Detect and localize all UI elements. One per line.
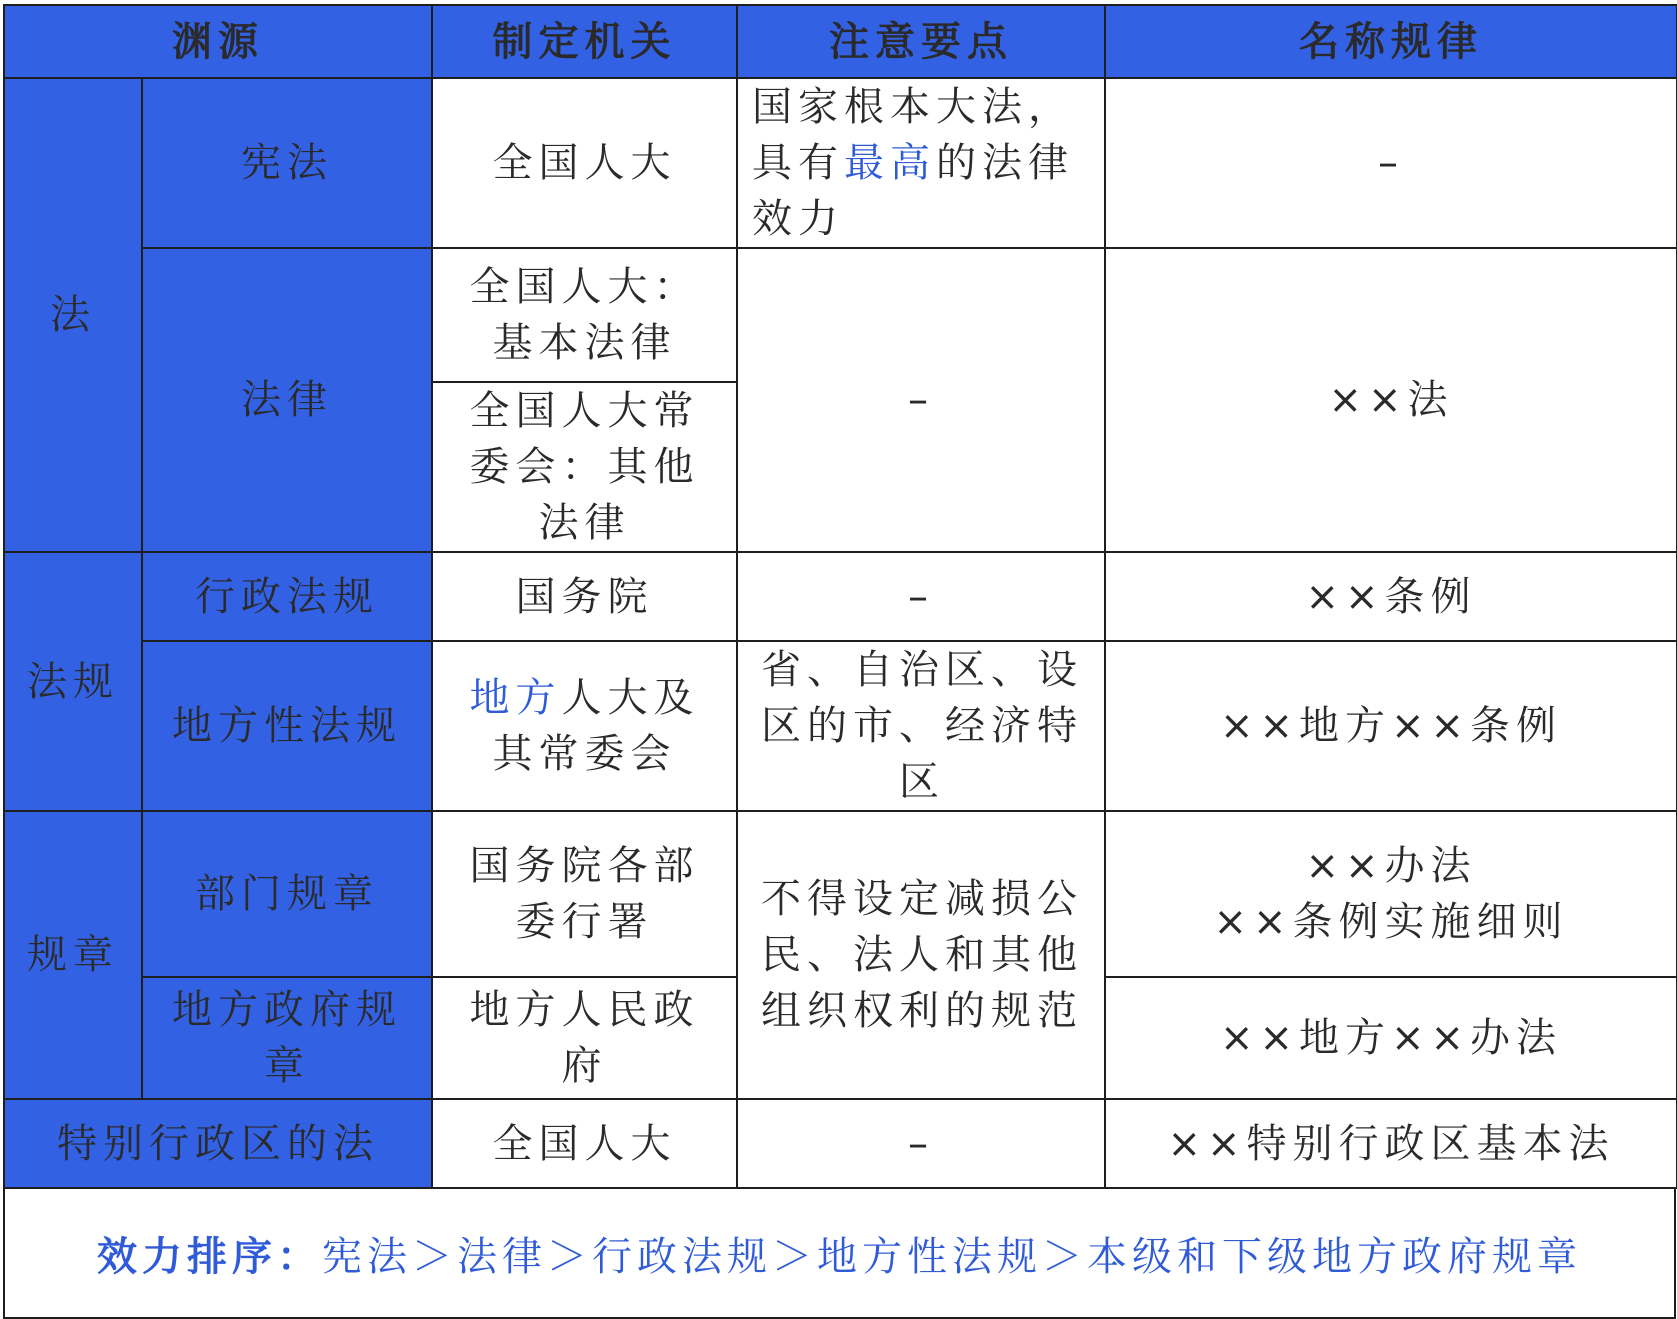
naming-sar: ××特别行政区基本法 (1105, 1099, 1677, 1188)
header-source: 渊源 (4, 5, 432, 78)
row-local (4, 641, 1677, 811)
note-constitution-highlight: 最高 (844, 140, 936, 186)
note-rules (737, 811, 1105, 1099)
issuer-statute-other-text: 全国人大常委会：其他法律 (469, 388, 700, 546)
issuer-sar: 全国人大 (432, 1099, 737, 1188)
naming-dept-2: ××条例实施细则 (1213, 899, 1569, 945)
label-local: 地方性法规 (142, 641, 432, 811)
effect-order-footer (3, 1189, 1676, 1319)
issuer-localgov: 地方人民政府 (432, 977, 737, 1099)
group-law: 法 (4, 78, 142, 552)
header-naming: 名称规律 (1105, 5, 1677, 78)
header-row (4, 5, 1677, 78)
law-hierarchy-sheet (3, 4, 1676, 1282)
effect-order-text: 宪法＞法律＞行政法规＞地方性法规＞本级和下级地方政府规章 (322, 1233, 1582, 1280)
naming-statute: ××法 (1105, 248, 1677, 552)
note-constitution-b: 有 (798, 140, 844, 186)
issuer-statute-other (432, 382, 737, 552)
issuer-admin: 国务院 (432, 552, 737, 641)
issuer-constitution: 全国人大 (432, 78, 737, 248)
issuer-local-highlight: 地方 (469, 675, 562, 721)
note-local-text: 省、自治区、设区的市、经济特区 (761, 647, 1083, 805)
group-rules: 规章 (4, 811, 142, 1099)
note-local (737, 641, 1105, 811)
naming-dept-1: ××办法 (1305, 843, 1477, 889)
note-sar: – (737, 1099, 1105, 1188)
issuer-statute-basic (432, 248, 737, 382)
row-sar (4, 1099, 1677, 1188)
label-admin: 行政法规 (142, 552, 432, 641)
effect-order-label: 效力排序： (97, 1233, 322, 1280)
law-sources-table (3, 4, 1677, 1189)
naming-local: ××地方××条例 (1105, 641, 1677, 811)
issuer-local (432, 641, 737, 811)
issuer-statute-basic-text: 全国人大：基本法律 (469, 264, 700, 366)
issuer-local-rest: 人大及其常委会 (492, 675, 700, 777)
row-dept (4, 811, 1677, 977)
issuer-dept-text: 国务院各部委行署 (469, 843, 700, 945)
note-statute: – (737, 248, 1105, 552)
header-notes: 注意要点 (737, 5, 1105, 78)
label-sar: 特别行政区的法 (4, 1099, 432, 1188)
note-admin: – (737, 552, 1105, 641)
label-constitution: 宪法 (142, 78, 432, 248)
naming-constitution: – (1105, 78, 1677, 248)
label-dept: 部门规章 (142, 811, 432, 977)
label-localgov: 地方政府规章 (142, 977, 432, 1099)
row-statute-1 (4, 248, 1677, 382)
group-regulation: 法规 (4, 552, 142, 811)
row-constitution (4, 78, 1677, 248)
note-constitution (737, 78, 1105, 248)
naming-localgov: ××地方××办法 (1105, 977, 1677, 1099)
header-issuer: 制定机关 (432, 5, 737, 78)
naming-admin: ××条例 (1105, 552, 1677, 641)
note-rules-text: 不得设定减损公民、法人和其他组织权利的规范 (761, 876, 1083, 1034)
note-constitution-c: 的法律效力 (752, 140, 1074, 242)
note-constitution-a: 国家根本大法，具 (752, 84, 1074, 186)
label-statute: 法律 (142, 248, 432, 552)
naming-dept (1105, 811, 1677, 977)
issuer-dept (432, 811, 737, 977)
row-admin (4, 552, 1677, 641)
